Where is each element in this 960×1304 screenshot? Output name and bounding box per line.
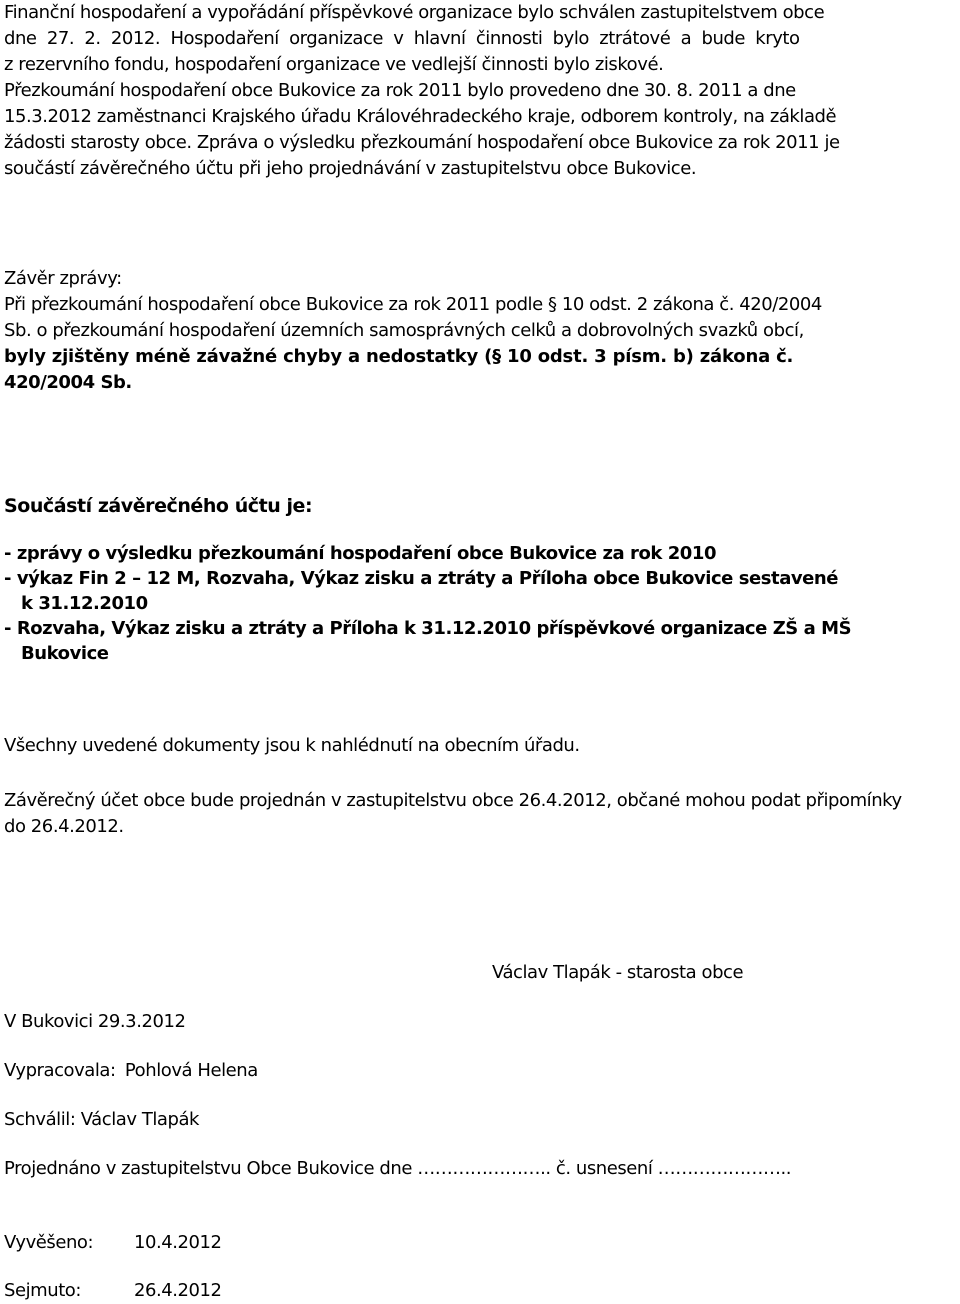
intro-line-6: žádosti starosty obce. Zpráva o výsledku přezkoumání hospodaření obce Bukovice za rok 2011 je [4, 132, 840, 153]
intro-line-1: Finanční hospodaření a vypořádání příspěvkové organizace bylo schválen zastupitelstvem obce [4, 2, 825, 23]
intro-line-4: Přezkoumání hospodaření obce Bukovice za rok 2011 bylo provedeno dne 30. 8. 2011 a dne [4, 80, 796, 101]
prepared-value: Pohlová Helena [124, 1060, 258, 1081]
conclusion-heading: Závěr zprávy: [4, 268, 122, 289]
place-date: V Bukovici 29.3.2012 [4, 1011, 186, 1032]
mayor-signature: Václav Tlapák - starosta obce [492, 962, 744, 983]
removed-label: Sejmuto: [4, 1280, 81, 1301]
approved-value: Václav Tlapák [80, 1109, 200, 1130]
conclusion-line-4: 420/2004 Sb. [4, 372, 132, 393]
intro-line-2: dne 27. 2. 2012. Hospodaření organizace v hlavní činnosti bylo ztrátové a bude kryto [4, 28, 800, 49]
attachments-section [4, 493, 956, 519]
meeting-note-line-1: Závěrečný účet obce bude projednán v zastupitelstvu obce 26.4.2012, občané mohou podat připomínky [4, 790, 902, 811]
intro-line-5: 15.3.2012 zaměstnanci Krajského úřadu Královéhradeckého kraje, odborem kontroly, na základě [4, 106, 837, 127]
attachment-item-2-line-2: k 31.12.2010 [21, 593, 148, 614]
prepared-by [4, 1058, 258, 1084]
discussed-line: Projednáno v zastupitelstvu Obce Bukovice dne ………………….. č. usnesení ………………….. [4, 1158, 792, 1179]
attachment-item-1: - zprávy o výsledku přezkoumání hospodaření obce Bukovice za rok 2010 [4, 543, 717, 564]
posted-row [4, 1230, 222, 1256]
intro-line-7: součástí závěrečného účtu při jeho projednávání v zastupitelstvu obce Bukovice. [4, 158, 697, 179]
attachments-heading: Součástí závěrečného účtu je: [4, 495, 313, 517]
attachment-item-3-line-1: - Rozvaha, Výkaz zisku a ztráty a Příloha k 31.12.2010 příspěvkové organizace ZŠ a MŠ [4, 618, 852, 639]
attachments-list [4, 541, 956, 666]
prepared-label: Vypracovala: [4, 1060, 116, 1081]
approved-by [4, 1107, 199, 1133]
posted-value: 10.4.2012 [134, 1232, 222, 1253]
conclusion-line-3: byly zjištěny méně závažné chyby a nedostatky (§ 10 odst. 3 písm. b) zákona č. [4, 346, 794, 367]
meeting-note-line-2: do 26.4.2012. [4, 816, 124, 837]
conclusion-section [4, 266, 956, 396]
availability-note: Všechny uvedené dokumenty jsou k nahlédnutí na obecním úřadu. [4, 735, 580, 756]
conclusion-line-1: Při přezkoumání hospodaření obce Bukovice za rok 2011 podle § 10 odst. 2 zákona č. 420/2004 [4, 294, 822, 315]
attachment-item-2-line-1: - výkaz Fin 2 – 12 M, Rozvaha, Výkaz zisku a ztráty a Příloha obce Bukovice sestavené [4, 568, 839, 589]
intro-line-3: z rezervního fondu, hospodaření organizace ve vedlejší činnosti bylo ziskové. [4, 54, 664, 75]
removed-value: 26.4.2012 [134, 1280, 222, 1301]
removed-row [4, 1278, 222, 1304]
intro-paragraph [4, 0, 956, 182]
attachment-item-3-line-2: Bukovice [21, 643, 109, 664]
conclusion-line-2: Sb. o přezkoumání hospodaření územních samosprávných celků a dobrovolných svazků obcí, [4, 320, 804, 341]
approved-label: Schválil: [4, 1109, 76, 1130]
posted-label: Vyvěšeno: [4, 1232, 94, 1253]
